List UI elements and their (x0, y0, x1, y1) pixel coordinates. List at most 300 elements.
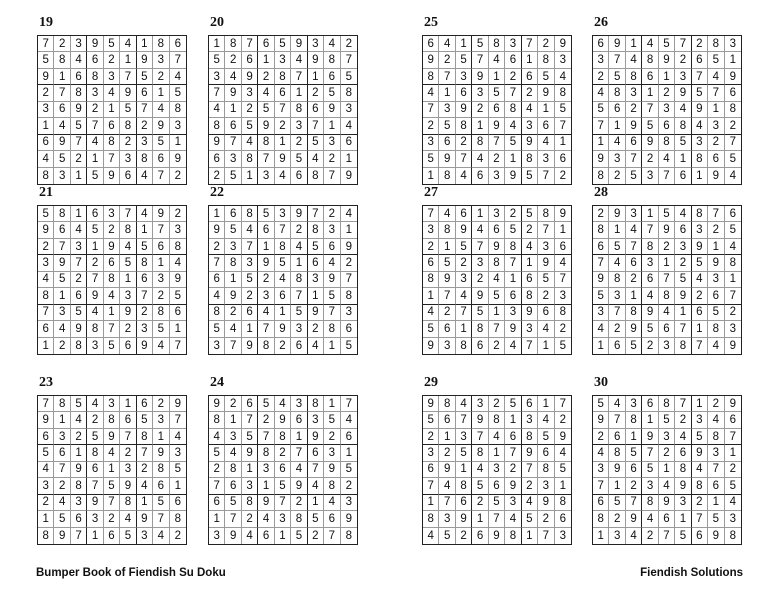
sudoku-cell: 2 (170, 206, 186, 222)
sudoku-cell: 1 (659, 462, 675, 478)
sudoku-cell: 7 (538, 222, 554, 238)
sudoku-cell: 1 (675, 511, 691, 527)
sudoku-cell: 1 (324, 338, 340, 354)
sudoku-grid (208, 395, 358, 545)
sudoku-cell: 6 (472, 528, 488, 544)
sudoku-cell: 3 (555, 288, 571, 304)
sudoku-cell: 7 (522, 338, 538, 354)
sudoku-cell: 5 (626, 168, 642, 184)
sudoku-cell: 1 (137, 222, 153, 238)
sudoku-cell: 4 (729, 169, 736, 182)
sudoku-cell: 2 (708, 135, 724, 151)
sudoku-cell: 2 (308, 528, 324, 544)
sudoku-cell: 5 (120, 528, 136, 544)
sudoku-cell: 1 (153, 85, 169, 101)
sudoku-cell: 1 (275, 305, 291, 321)
sudoku-cell: 2 (275, 338, 291, 354)
sudoku-cell: 5 (225, 222, 241, 238)
sudoku-cell: 4 (472, 151, 488, 167)
sudoku-cell: 8 (38, 288, 54, 304)
sudoku-cell: 8 (555, 85, 571, 101)
sudoku-cell: 5 (87, 429, 103, 445)
sudoku-cell: 2 (275, 118, 291, 134)
sudoku-cell: 6 (275, 462, 291, 478)
sudoku-cell: 1 (505, 412, 521, 428)
sudoku-cell: 9 (659, 222, 675, 238)
sudoku-cell: 4 (456, 168, 472, 184)
sudoku-cell: 5 (725, 222, 741, 238)
sudoku-cell: 9 (692, 102, 708, 118)
sudoku-cell: 6 (659, 511, 675, 527)
sudoku-cell: 1 (642, 206, 658, 222)
sudoku-cell: 5 (153, 321, 169, 337)
sudoku-cell: 8 (505, 528, 521, 544)
sudoku-cell: 3 (642, 255, 658, 271)
sudoku-cell: 3 (71, 495, 87, 511)
sudoku-cell: 6 (626, 255, 642, 271)
sudoku-cell: 6 (659, 321, 675, 337)
sudoku-cell: 8 (87, 69, 103, 85)
sudoku-cell: 9 (538, 495, 554, 511)
sudoku-cell: 8 (258, 338, 274, 354)
sudoku-cell: 9 (472, 69, 488, 85)
sudoku-cell: 4 (225, 445, 241, 461)
sudoku-cell: 6 (104, 118, 120, 134)
sudoku-cell: 1 (626, 36, 642, 52)
sudoku-cell: 8 (555, 305, 571, 321)
sudoku-cell: 2 (439, 52, 455, 68)
sudoku-cell: 9 (153, 206, 169, 222)
sudoku-cell: 9 (456, 511, 472, 527)
sudoku-cell: 8 (153, 36, 169, 52)
sudoku-cell: 6 (555, 151, 571, 167)
sudoku-cell: 2 (423, 429, 439, 445)
sudoku-cell: 7 (609, 412, 625, 428)
sudoku-cell: 7 (38, 396, 54, 412)
sudoku-cell: 4 (439, 36, 455, 52)
sudoku-cell: 2 (708, 222, 724, 238)
sudoku-cell: 3 (675, 69, 691, 85)
sudoku-cell: 3 (291, 321, 307, 337)
sudoku-cell: 2 (87, 412, 103, 428)
sudoku-cell: 4 (308, 478, 324, 494)
sudoku-cell: 5 (642, 462, 658, 478)
sudoku-cell: 4 (341, 206, 357, 222)
sudoku-cell: 3 (275, 52, 291, 68)
sudoku-cell: 4 (71, 52, 87, 68)
sudoku-cell: 4 (324, 495, 340, 511)
sudoku-cell: 3 (659, 338, 675, 354)
sudoku-cell: 9 (626, 511, 642, 527)
sudoku-cell: 5 (153, 495, 169, 511)
sudoku-cell: 6 (538, 305, 554, 321)
sudoku-cell: 9 (729, 339, 736, 352)
sudoku-cell: 7 (675, 36, 691, 52)
sudoku-cell: 9 (225, 85, 241, 101)
sudoku-cell: 4 (642, 36, 658, 52)
sudoku-cell: 4 (472, 462, 488, 478)
sudoku-cell: 4 (308, 151, 324, 167)
sudoku-cell: 5 (209, 321, 225, 337)
sudoku-cell: 7 (609, 52, 625, 68)
sudoku-cell: 4 (104, 85, 120, 101)
sudoku-cell: 1 (137, 495, 153, 511)
sudoku-cell: 5 (120, 102, 136, 118)
sudoku-cell: 6 (170, 305, 186, 321)
sudoku-cell: 7 (71, 528, 87, 544)
sudoku-cell: 1 (472, 511, 488, 527)
sudoku-cell: 5 (54, 272, 70, 288)
sudoku-cell: 8 (209, 305, 225, 321)
sudoku-cell: 5 (242, 272, 258, 288)
sudoku-cell: 5 (659, 36, 675, 52)
sudoku-cell: 8 (209, 412, 225, 428)
sudoku-cell: 5 (609, 69, 625, 85)
sudoku-cell: 8 (692, 206, 708, 222)
sudoku-cell: 7 (54, 239, 70, 255)
sudoku-cell: 8 (170, 511, 186, 527)
sudoku-cell: 3 (489, 206, 505, 222)
sudoku-cell: 9 (489, 118, 505, 134)
sudoku-cell: 8 (659, 135, 675, 151)
sudoku-cell: 6 (609, 429, 625, 445)
sudoku-cell: 8 (538, 52, 554, 68)
sudoku-cell: 2 (538, 36, 554, 52)
sudoku-cell: 5 (609, 495, 625, 511)
sudoku-cell: 2 (555, 321, 571, 337)
sudoku-cell: 1 (258, 52, 274, 68)
puzzle-number: 29 (424, 375, 438, 390)
sudoku-cell: 6 (104, 528, 120, 544)
sudoku-cell: 7 (423, 102, 439, 118)
sudoku-cell: 4 (489, 52, 505, 68)
sudoku-cell: 2 (538, 288, 554, 304)
sudoku-cell: 5 (308, 239, 324, 255)
sudoku-cell: 6 (675, 222, 691, 238)
sudoku-cell: 1 (692, 396, 708, 412)
sudoku-cell: 6 (538, 445, 554, 461)
sudoku-cell: 7 (439, 288, 455, 304)
sudoku-cell: 5 (324, 85, 340, 101)
sudoku-cell: 1 (71, 445, 87, 461)
sudoku-cell: 8 (137, 151, 153, 167)
sudoku-cell: 6 (120, 412, 136, 428)
sudoku-cell: 2 (120, 445, 136, 461)
sudoku-cell: 1 (170, 135, 186, 151)
sudoku-cell: 7 (137, 445, 153, 461)
sudoku-cell: 4 (609, 255, 625, 271)
sudoku-cell: 7 (538, 528, 554, 544)
sudoku-cell: 8 (456, 338, 472, 354)
puzzle-number: 22 (210, 185, 224, 200)
sudoku-cell: 7 (659, 168, 675, 184)
sudoku-cell: 7 (209, 478, 225, 494)
sudoku-cell: 6 (38, 135, 54, 151)
sudoku-cell: 1 (505, 272, 521, 288)
sudoku-grid (422, 35, 572, 185)
sudoku-cell: 9 (659, 52, 675, 68)
sudoku-cell: 1 (324, 118, 340, 134)
sudoku-cell: 5 (137, 239, 153, 255)
sudoku-cell: 4 (137, 206, 153, 222)
sudoku-cell: 2 (209, 168, 225, 184)
sudoku-cell: 4 (505, 338, 521, 354)
sudoku-cell: 7 (225, 135, 241, 151)
sudoku-cell: 3 (209, 69, 225, 85)
sudoku-cell: 8 (692, 478, 708, 494)
sudoku-cell: 9 (137, 511, 153, 527)
sudoku-cell: 2 (225, 305, 241, 321)
sudoku-cell: 6 (291, 412, 307, 428)
sudoku-cell: 4 (423, 528, 439, 544)
sudoku-cell: 4 (472, 222, 488, 238)
sudoku-cell: 2 (341, 255, 357, 271)
sudoku-cell: 2 (71, 272, 87, 288)
sudoku-cell: 3 (153, 52, 169, 68)
sudoku-cell: 6 (423, 36, 439, 52)
sudoku-cell: 6 (593, 495, 609, 511)
sudoku-cell: 8 (54, 396, 70, 412)
sudoku-cell: 2 (120, 321, 136, 337)
sudoku-cell: 6 (725, 85, 741, 101)
sudoku-cell: 7 (593, 118, 609, 134)
sudoku-cell: 4 (555, 445, 571, 461)
sudoku-cell: 3 (120, 288, 136, 304)
sudoku-cell: 6 (423, 255, 439, 271)
sudoku-cell: 9 (555, 429, 571, 445)
sudoku-cell: 9 (456, 102, 472, 118)
sudoku-cell: 3 (153, 412, 169, 428)
sudoku-cell: 8 (423, 272, 439, 288)
sudoku-cell: 1 (54, 69, 70, 85)
sudoku-cell: 7 (642, 445, 658, 461)
sudoku-cell: 4 (54, 118, 70, 134)
sudoku-cell: 5 (71, 305, 87, 321)
sudoku-cell: 1 (538, 338, 554, 354)
sudoku-cell: 2 (104, 511, 120, 527)
sudoku-cell: 4 (291, 239, 307, 255)
sudoku-cell: 1 (522, 52, 538, 68)
sudoku-cell: 9 (341, 511, 357, 527)
sudoku-cell: 3 (725, 321, 741, 337)
sudoku-cell: 9 (626, 118, 642, 134)
sudoku-cell: 3 (291, 396, 307, 412)
sudoku-cell: 6 (489, 102, 505, 118)
sudoku-cell: 1 (341, 222, 357, 238)
sudoku-cell: 5 (522, 168, 538, 184)
sudoku-cell: 8 (170, 102, 186, 118)
sudoku-cell: 3 (708, 272, 724, 288)
sudoku-cell: 5 (659, 206, 675, 222)
sudoku-cell: 8 (291, 272, 307, 288)
sudoku-cell: 3 (489, 462, 505, 478)
sudoku-cell: 1 (489, 445, 505, 461)
sudoku-cell: 7 (324, 528, 340, 544)
sudoku-cell: 6 (324, 511, 340, 527)
sudoku-cell: 5 (538, 272, 554, 288)
sudoku-cell: 5 (423, 321, 439, 337)
sudoku-cell: 8 (708, 321, 724, 337)
sudoku-cell: 1 (104, 102, 120, 118)
sudoku-cell: 3 (87, 85, 103, 101)
sudoku-cell: 7 (209, 255, 225, 271)
sudoku-cell: 1 (659, 255, 675, 271)
sudoku-cell: 4 (555, 255, 571, 271)
sudoku-cell: 1 (609, 478, 625, 494)
sudoku-cell: 1 (538, 396, 554, 412)
sudoku-cell: 1 (659, 69, 675, 85)
sudoku-cell: 4 (489, 272, 505, 288)
sudoku-cell: 5 (341, 462, 357, 478)
sudoku-cell: 9 (439, 462, 455, 478)
sudoku-cell: 7 (308, 206, 324, 222)
sudoku-cell: 7 (725, 288, 741, 304)
sudoku-cell: 6 (538, 118, 554, 134)
sudoku-cell: 8 (291, 511, 307, 527)
sudoku-cell: 3 (423, 445, 439, 461)
sudoku-cell: 8 (324, 52, 340, 68)
sudoku-cell: 1 (708, 495, 724, 511)
sudoku-cell: 5 (170, 462, 186, 478)
sudoku-cell: 7 (87, 272, 103, 288)
sudoku-cell: 7 (675, 321, 691, 337)
sudoku-cell: 2 (242, 288, 258, 304)
sudoku-cell: 9 (120, 85, 136, 101)
sudoku-cell: 9 (104, 429, 120, 445)
sudoku-cell: 6 (225, 478, 241, 494)
sudoku-cell: 2 (505, 69, 521, 85)
sudoku-cell: 3 (71, 36, 87, 52)
sudoku-cell: 7 (104, 495, 120, 511)
sudoku-grid (37, 395, 187, 545)
sudoku-cell: 9 (593, 412, 609, 428)
sudoku-cell: 8 (729, 529, 736, 542)
sudoku-cell: 4 (341, 118, 357, 134)
sudoku-cell: 3 (692, 135, 708, 151)
sudoku-grid (422, 395, 572, 545)
sudoku-cell: 5 (626, 338, 642, 354)
sudoku-cell: 6 (54, 102, 70, 118)
sudoku-cell: 7 (456, 412, 472, 428)
sudoku-grid (592, 35, 742, 185)
sudoku-cell: 5 (120, 255, 136, 271)
sudoku-cell: 4 (423, 305, 439, 321)
sudoku-cell: 7 (71, 255, 87, 271)
sudoku-cell: 4 (659, 478, 675, 494)
sudoku-cell: 9 (308, 305, 324, 321)
sudoku-cell: 7 (626, 151, 642, 167)
sudoku-cell: 1 (522, 528, 538, 544)
sudoku-cell: 2 (659, 445, 675, 461)
sudoku-cell: 9 (54, 528, 70, 544)
sudoku-cell: 2 (54, 478, 70, 494)
sudoku-cell: 4 (209, 102, 225, 118)
sudoku-cell: 8 (439, 396, 455, 412)
sudoku-cell: 2 (174, 529, 181, 542)
sudoku-cell: 1 (71, 206, 87, 222)
sudoku-cell: 7 (174, 339, 181, 352)
sudoku-cell: 2 (225, 396, 241, 412)
sudoku-cell: 5 (522, 206, 538, 222)
sudoku-cell: 8 (345, 529, 352, 542)
sudoku-cell: 4 (38, 462, 54, 478)
sudoku-cell: 7 (593, 255, 609, 271)
sudoku-cell: 9 (38, 412, 54, 428)
sudoku-cell: 9 (522, 135, 538, 151)
sudoku-cell: 8 (308, 222, 324, 238)
sudoku-cell: 5 (725, 478, 741, 494)
sudoku-cell: 5 (708, 305, 724, 321)
sudoku-cell: 5 (225, 495, 241, 511)
sudoku-cell: 6 (472, 168, 488, 184)
sudoku-cell: 5 (472, 478, 488, 494)
sudoku-cell: 4 (708, 412, 724, 428)
sudoku-cell: 8 (291, 102, 307, 118)
sudoku-cell: 3 (609, 528, 625, 544)
sudoku-cell: 2 (439, 445, 455, 461)
sudoku-cell: 9 (522, 305, 538, 321)
sudoku-cell: 8 (87, 445, 103, 461)
sudoku-cell: 1 (291, 85, 307, 101)
sudoku-cell: 2 (38, 85, 54, 101)
sudoku-cell: 9 (170, 396, 186, 412)
sudoku-cell: 2 (153, 288, 169, 304)
sudoku-cell: 6 (489, 478, 505, 494)
sudoku-cell: 2 (258, 272, 274, 288)
sudoku-cell: 7 (725, 429, 741, 445)
sudoku-cell: 6 (242, 305, 258, 321)
sudoku-cell: 6 (505, 52, 521, 68)
sudoku-cell: 8 (708, 429, 724, 445)
sudoku-cell: 4 (291, 462, 307, 478)
sudoku-cell: 6 (137, 85, 153, 101)
sudoku-cell: 6 (593, 239, 609, 255)
sudoku-cell: 4 (692, 462, 708, 478)
sudoku-cell: 4 (456, 396, 472, 412)
sudoku-cell: 2 (258, 69, 274, 85)
sudoku-cell: 2 (642, 528, 658, 544)
sudoku-cell: 5 (38, 445, 54, 461)
sudoku-cell: 7 (555, 272, 571, 288)
sudoku-cell: 6 (675, 168, 691, 184)
sudoku-cell: 9 (609, 206, 625, 222)
sudoku-cell: 3 (593, 52, 609, 68)
sudoku-cell: 4 (708, 338, 724, 354)
sudoku-cell: 1 (38, 338, 54, 354)
sudoku-cell: 9 (593, 151, 609, 167)
sudoku-cell: 6 (439, 321, 455, 337)
sudoku-cell: 2 (725, 462, 741, 478)
sudoku-cell: 8 (675, 118, 691, 134)
sudoku-cell: 6 (38, 429, 54, 445)
sudoku-cell: 6 (472, 338, 488, 354)
sudoku-cell: 9 (71, 321, 87, 337)
sudoku-cell: 3 (275, 206, 291, 222)
sudoku-cell: 3 (675, 495, 691, 511)
sudoku-cell: 6 (439, 135, 455, 151)
sudoku-cell: 3 (555, 52, 571, 68)
sudoku-cell: 1 (225, 102, 241, 118)
sudoku-cell: 8 (275, 239, 291, 255)
sudoku-cell: 4 (626, 52, 642, 68)
sudoku-cell: 2 (291, 222, 307, 238)
sudoku-cell: 8 (104, 135, 120, 151)
sudoku-cell: 3 (308, 272, 324, 288)
sudoku-cell: 1 (522, 255, 538, 271)
sudoku-cell: 9 (258, 118, 274, 134)
sudoku-cell: 8 (242, 151, 258, 167)
sudoku-cell: 7 (170, 412, 186, 428)
